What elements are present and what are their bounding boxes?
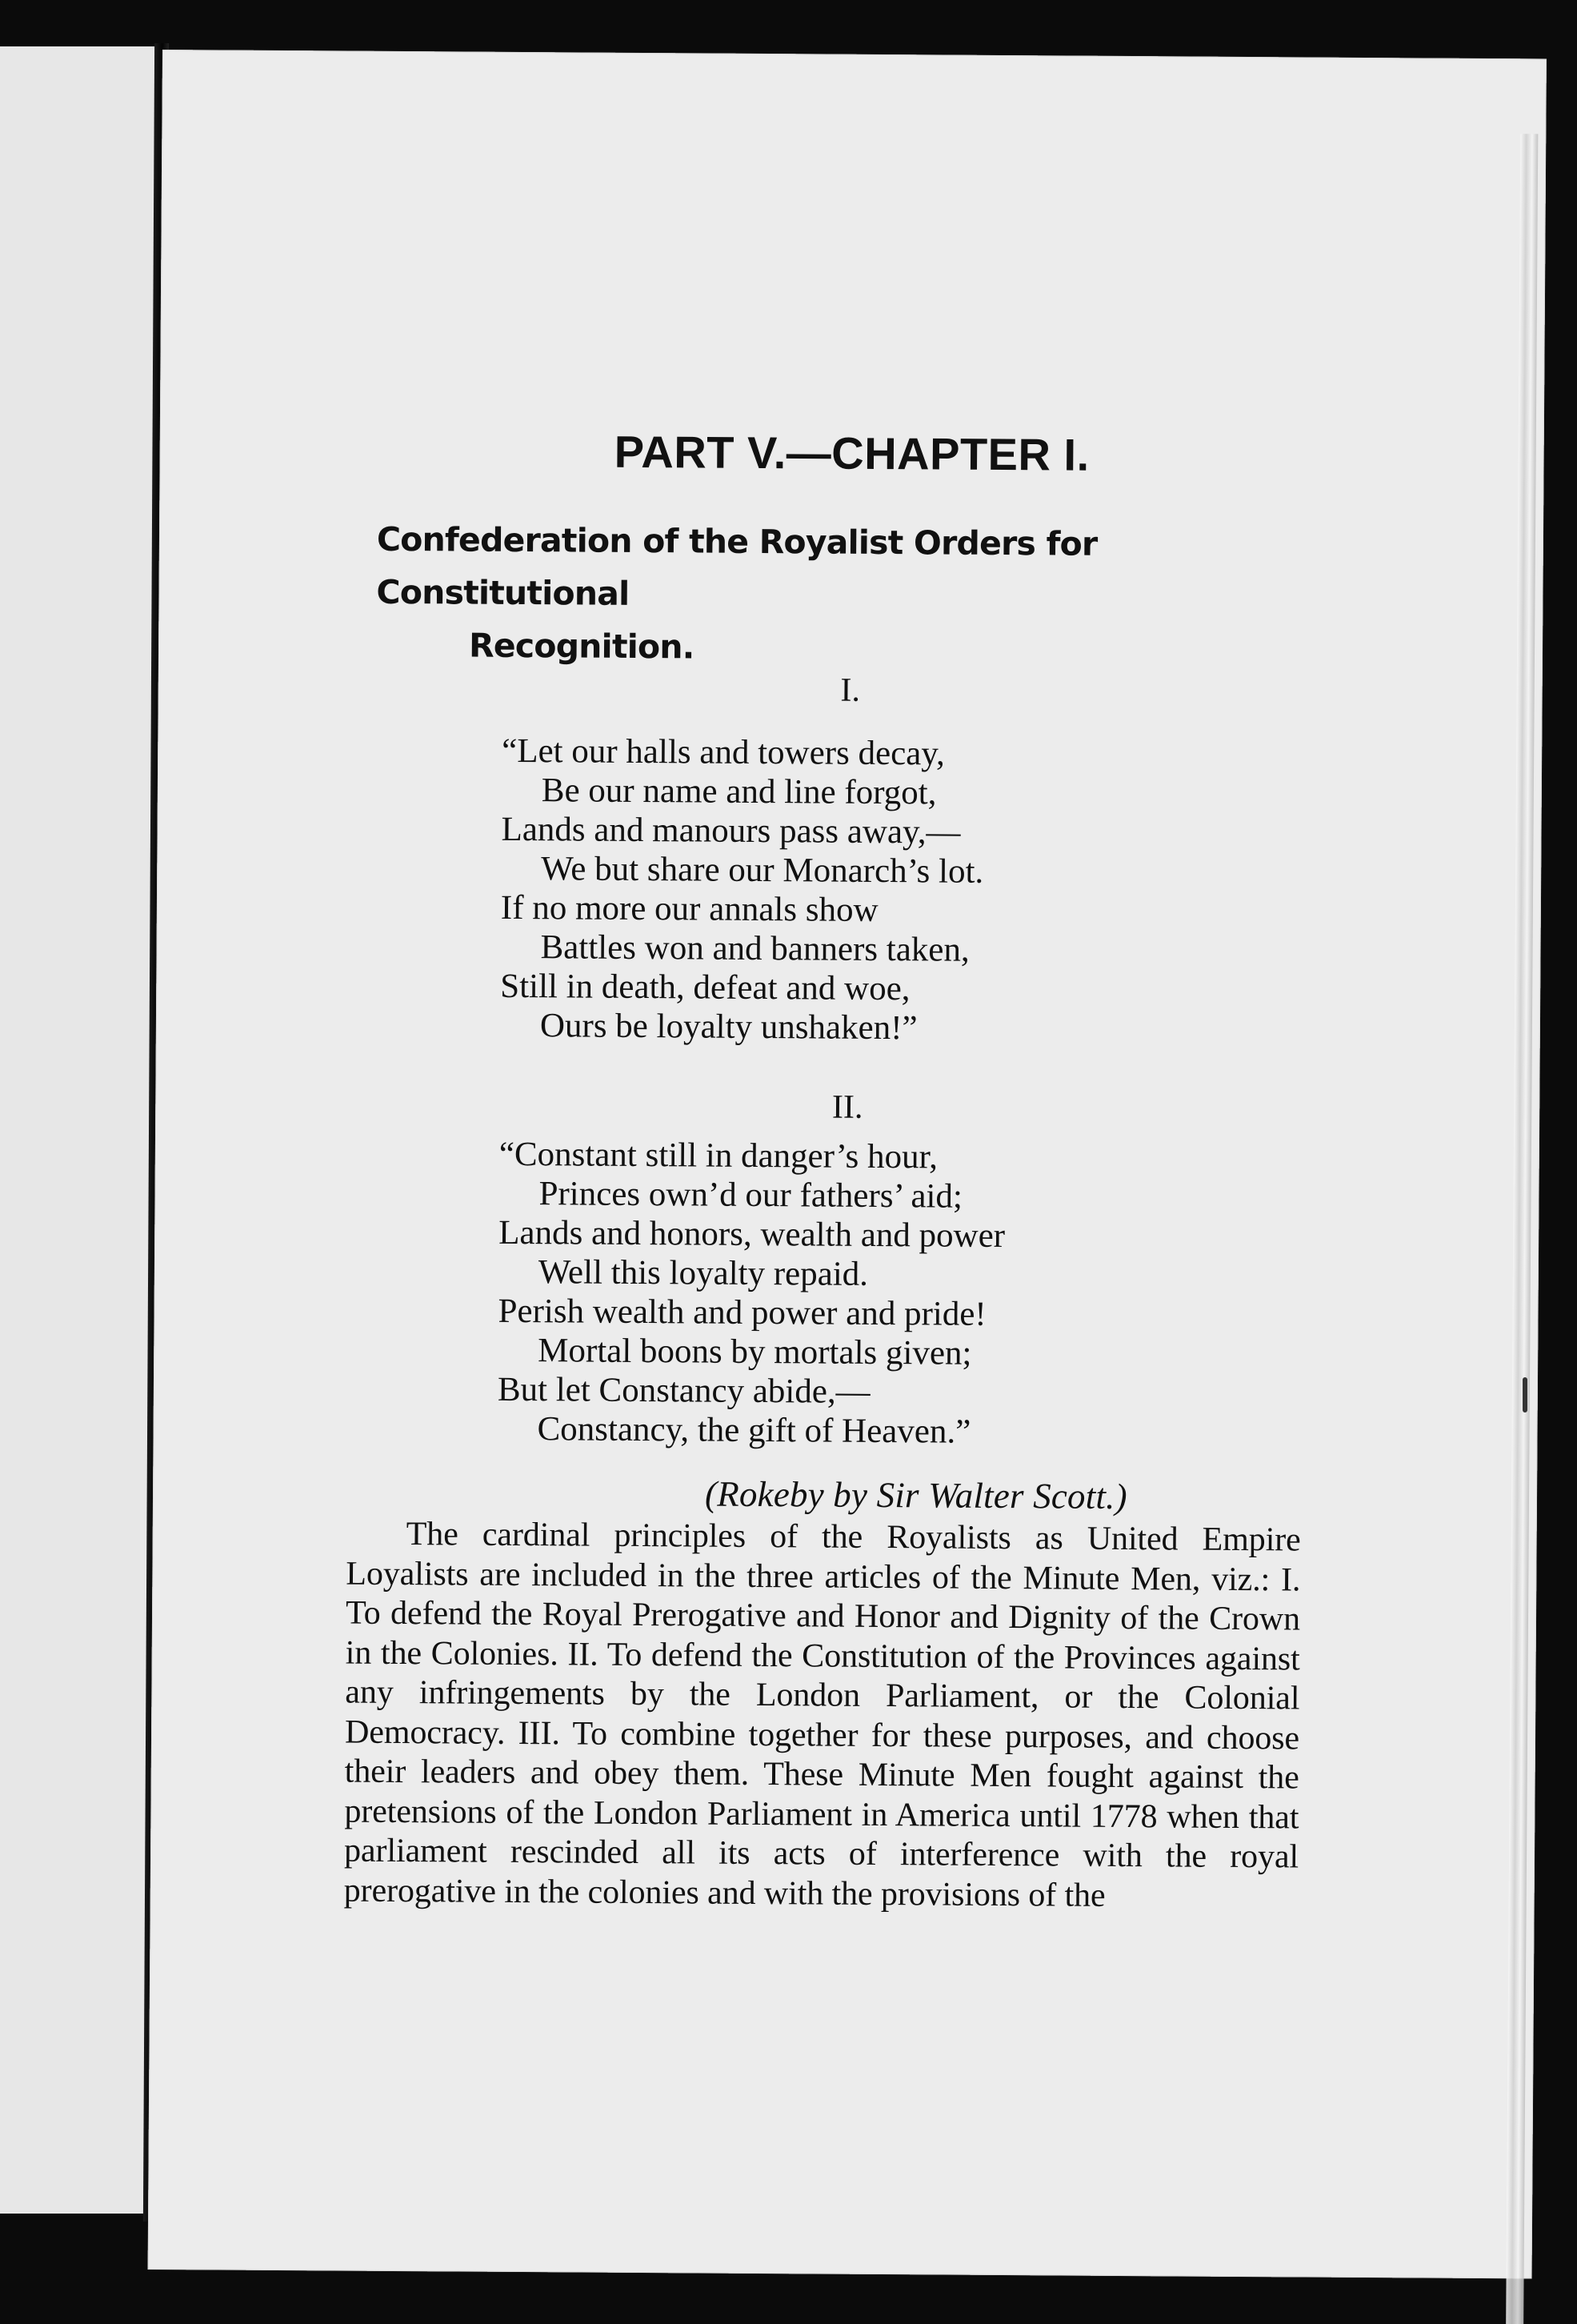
poem-attribution: (Rokeby by Sir Walter Scott.): [704, 1473, 1127, 1517]
verse-line: Well this loyalty repaid.: [538, 1253, 869, 1293]
verse-line: We but share our Monarch’s lot.: [541, 850, 984, 891]
verse-line: If no more our annals show: [500, 888, 879, 929]
stanza-number-2: II.: [831, 1088, 863, 1126]
stanza-number-1: I.: [840, 671, 861, 709]
left-page: [0, 46, 160, 2214]
verse-line: Perish wealth and power and pride!: [498, 1292, 987, 1333]
verse-line: Constancy, the gift of Heaven.”: [537, 1410, 971, 1451]
body-paragraph: The cardinal principles of the Royalists as United Empire Loyalists are included in the three articles of the Minute Men, viz.: I. To defend the Royal Prerogative and Honor and Dignity of the Crown in the Colonies. II. To defend the Constitution of the Provinces against any infringements by the London Parliament, or the Colonial Democracy. III. To combine together for these purposes, and choose their leaders and obey them. These Minute Men fought against the pretensions of the London Parliament in America until 1778 when that parliament rescinded all its acts of interference with the royal prerogative in the colonies and with the provisions of the: [343, 1516, 1301, 1914]
verse-line: Still in death, defeat and woe,: [500, 967, 911, 1008]
verse-line: But let Constancy abide,—: [497, 1370, 871, 1411]
section-heading-line-2: Recognition.: [468, 626, 694, 667]
verse-line: Lands and manours pass away,—: [501, 810, 961, 851]
chapter-heading: PART V.—CHAPTER I.: [614, 426, 1090, 480]
verse-line: “Let our halls and towers decay,: [502, 731, 945, 773]
verse-line: Battles won and banners taken,: [540, 928, 970, 969]
section-heading-line-1: Confederation of the Royalist Orders for Constitutional: [376, 519, 1098, 613]
verse-line: Princes own’d our fathers’ aid;: [538, 1175, 963, 1216]
verse-line: Ours be loyalty unshaken!”: [539, 1007, 918, 1048]
verse-line: “Constant still in danger’s hour,: [498, 1135, 939, 1176]
section-heading: [376, 513, 1337, 678]
verse-line: Lands and honors, wealth and power: [498, 1213, 1006, 1256]
stanza-1: [500, 731, 1159, 1049]
verse-line: Be our name and line forgot,: [541, 771, 937, 812]
scan-mark: [1523, 1377, 1527, 1412]
verse-line: Mortal boons by mortals given;: [538, 1332, 972, 1372]
stanza-2: [497, 1135, 1155, 1452]
right-page: [148, 50, 1547, 2278]
page-content: [148, 50, 1547, 2275]
